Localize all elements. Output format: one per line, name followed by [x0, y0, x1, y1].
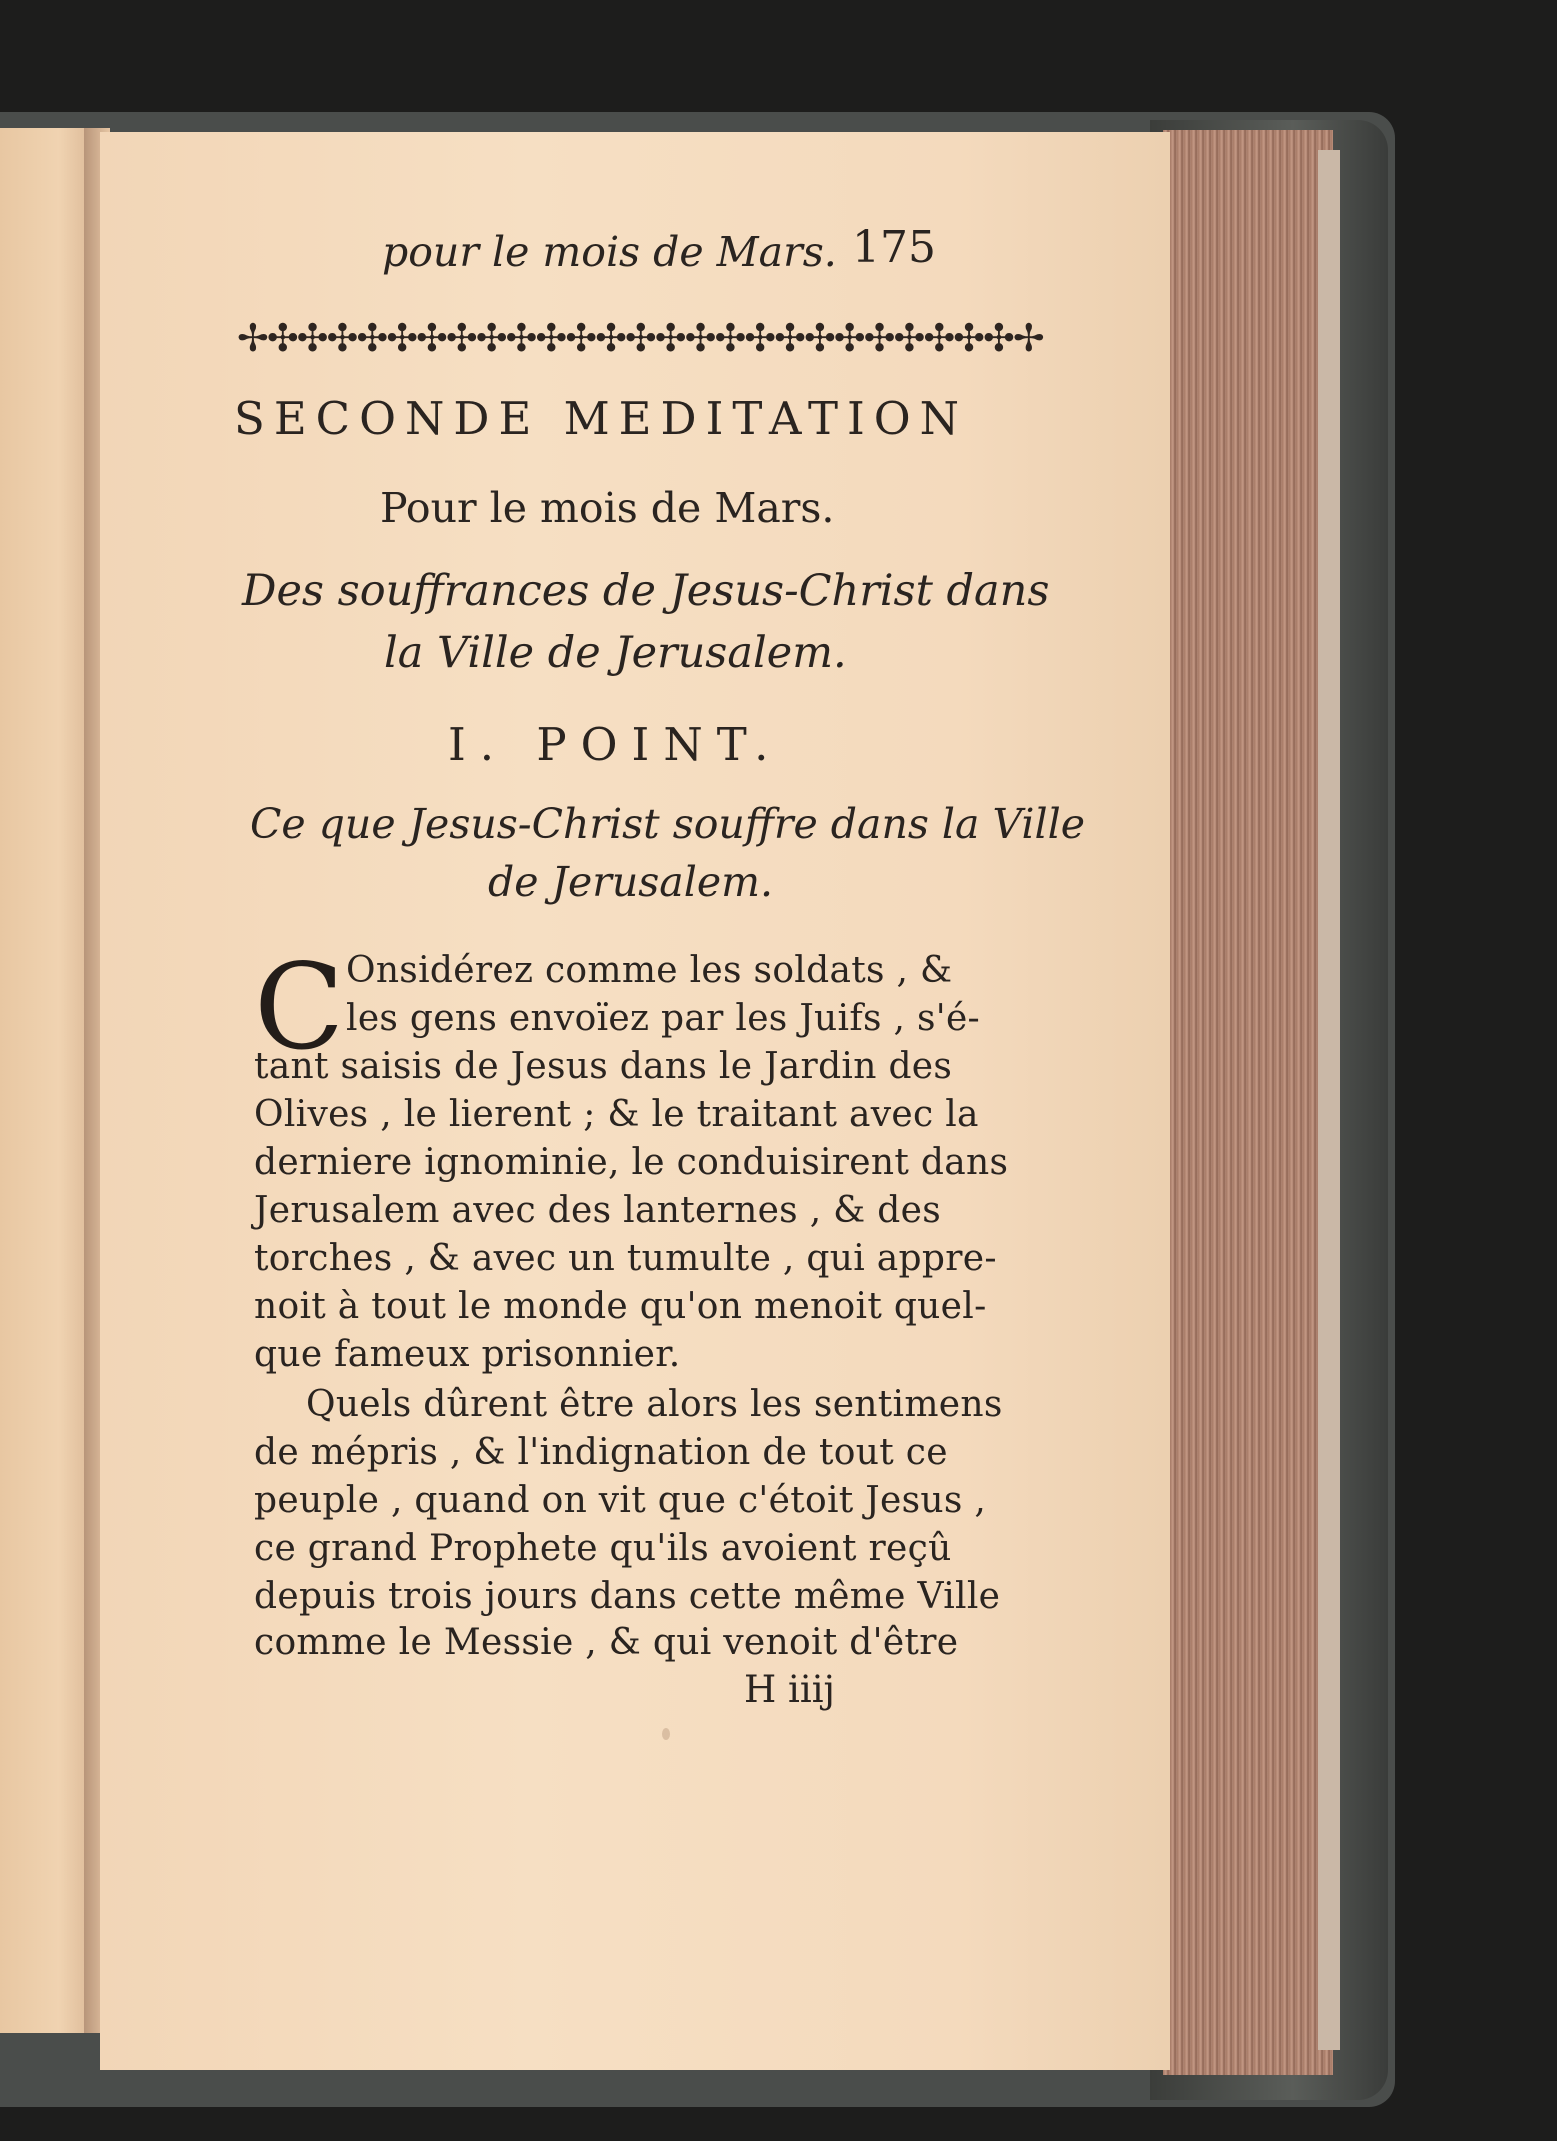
body-line: Jerusalem avec des lanternes , & des: [254, 1190, 941, 1231]
body-line: peuple , quand on vit que c'étoit Jesus ,: [254, 1480, 987, 1521]
point-title-line-2: de Jerusalem.: [488, 858, 774, 906]
page-fore-edge-light: [1318, 150, 1340, 2050]
meditation-subtitle: Pour le mois de Mars.: [380, 484, 835, 532]
body-line: derniere ignominie, le conduisirent dans: [254, 1142, 1009, 1183]
body-line: les gens envoïez par les Juifs , s'é-: [346, 998, 981, 1039]
body-line: tant saisis de Jesus dans le Jardin des: [254, 1046, 953, 1087]
point-heading: I. POINT.: [448, 718, 783, 771]
subject-line-2: la Ville de Jerusalem.: [384, 628, 847, 678]
page-fore-edge: [1163, 130, 1333, 2075]
signature-mark: H iiij: [744, 1668, 836, 1711]
ornament-rule: ✢✣✣✣✣✣✣✣✣✣✣✣✣✣✣✣✣✣✣✣✣✣✣✣✣✣✢: [237, 316, 1043, 360]
point-title-line-1: Ce que Jesus-Christ souffre dans la Ville: [250, 800, 1086, 848]
body-line: noit à tout le monde qu'on menoit quel-: [254, 1286, 987, 1327]
drop-cap: C: [254, 938, 345, 1076]
body-line: Quels dûrent être alors les sentimens: [306, 1384, 1003, 1425]
body-line: Onsidérez comme les soldats , &: [346, 950, 953, 991]
body-line: que fameux prisonnier.: [254, 1334, 681, 1375]
meditation-title: SECONDE MEDITATION: [234, 392, 969, 445]
page-number: 175: [852, 222, 936, 273]
body-line: de mépris , & l'indignation de tout ce: [254, 1432, 948, 1473]
body-line: ce grand Prophete qu'ils avoient reçû: [254, 1528, 952, 1569]
subject-line-1: Des souffrances de Jesus-Christ dans: [242, 566, 1050, 616]
body-line: torches , & avec un tumulte , qui appre-: [254, 1238, 997, 1279]
body-line: depuis trois jours dans cette même Ville: [254, 1576, 1001, 1617]
ink-spot: [662, 1728, 670, 1740]
body-line: Olives , le lierent ; & le traitant avec la: [254, 1094, 979, 1135]
body-line: comme le Messie , & qui venoit d'être: [254, 1622, 959, 1663]
running-head: pour le mois de Mars.: [382, 228, 837, 276]
